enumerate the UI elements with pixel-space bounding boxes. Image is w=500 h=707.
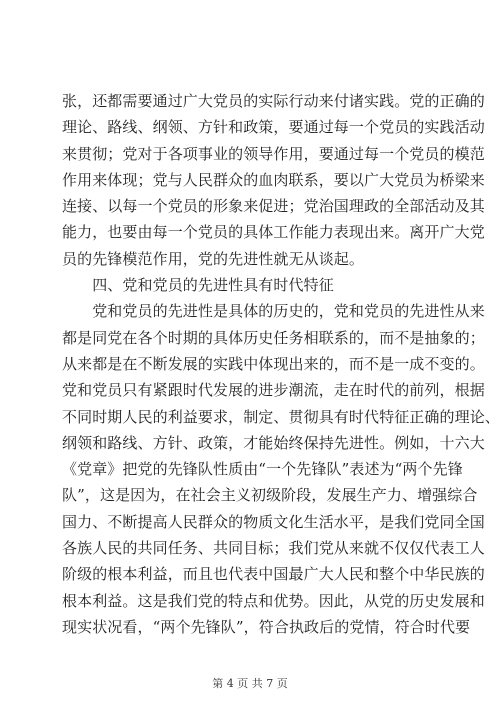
page-number-footer: 第 4 页 共 7 页: [212, 677, 288, 690]
document-body: [62, 88, 500, 640]
text-line: 都是同党在各个时期的具体历史任务相联系的，而不是抽象的；: [62, 328, 485, 347]
text-line: 从来都是在不断发展的实践中体现出来的，而不是一成不变的。: [62, 354, 485, 373]
text-line: 《党章》把党的先锋队性质由“一个先锋队”表述为“两个先锋: [62, 460, 463, 479]
text-line: 作用来体现；党与人民群众的血肉联系，要以广大党员为桥梁来: [62, 170, 485, 189]
text-line: 党和党员只有紧跟时代发展的进步潮流，走在时代的前列，根据: [62, 381, 485, 400]
text-line: 理论、路线、纲领、方针和政策，要通过每一个党员的实践活动: [62, 118, 485, 137]
text-line: 来贯彻；党对于各项事业的领导作用，要通过每一个党员的模范: [62, 144, 485, 163]
text-line: 根本利益。这是我们党的特点和优势。因此，从党的历史发展和: [62, 591, 485, 610]
text-line: 连接、以每一个党员的形象来促进；党治国理政的全部活动及其: [62, 197, 485, 216]
text-line: 国力、不断提高人民群众的物质文化生活水平，是我们党同全国: [62, 512, 485, 531]
text-line: 员的先锋模范作用，党的先进性就无从谈起。: [62, 249, 365, 268]
text-line: 现实状况看，“两个先锋队”，符合执政后的党情，符合时代要: [62, 617, 471, 636]
text-line: 张，还都需要通过广大党员的实际行动来付诸实践。党的正确的: [62, 92, 485, 110]
text-line: 队”，这是因为，在社会主义初级阶段，发展生产力、增强综合: [62, 486, 478, 505]
text-line: 各族人民的共同任务、共同目标；我们党从来就不仅仅代表工人: [62, 539, 485, 558]
text-line: 能力，也要由每一个党员的具体工作能力表现出来。离开广大党: [62, 223, 485, 242]
text-line: 党和党员的先进性是具体的历史的，党和党员的先进性从来: [62, 302, 485, 321]
text-line: 不同时期人民的利益要求，制定、贯彻具有时代特征正确的理论、: [62, 407, 500, 426]
text-line: 阶级的根本利益，而且也代表中国最广大人民和整个中华民族的: [62, 565, 485, 584]
text-line: 纲领和路线、方针、政策，才能始终保持先进性。例如，十六大: [62, 433, 485, 452]
section-heading: 四、党和党员的先进性具有时代特征: [62, 276, 334, 295]
